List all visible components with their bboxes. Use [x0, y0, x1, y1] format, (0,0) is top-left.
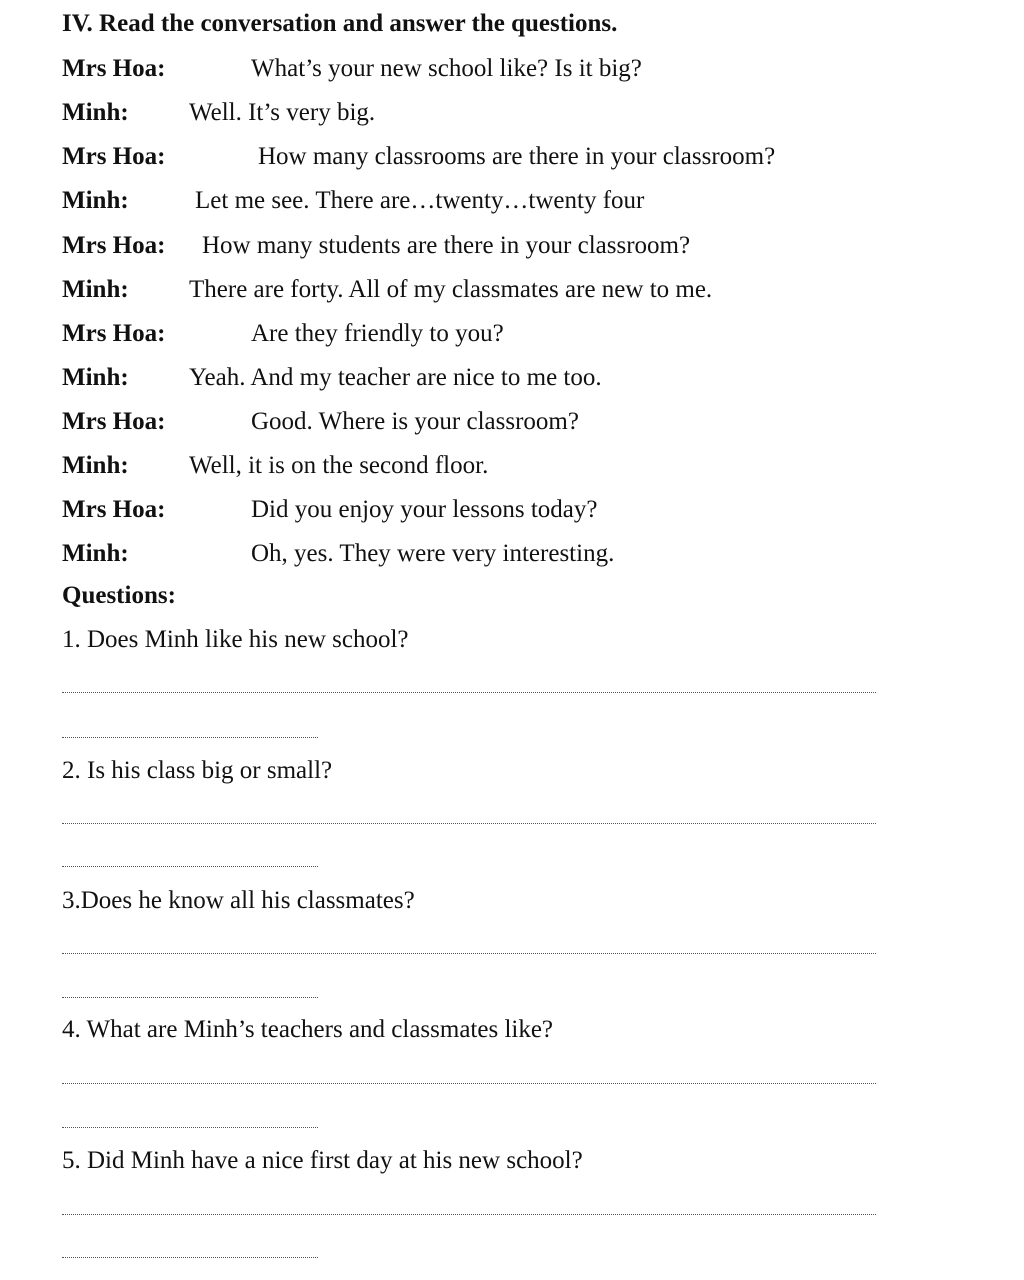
- answer-line[interactable]: [62, 692, 876, 693]
- speaker-label: Minh:: [62, 276, 129, 303]
- speaker-label: Mrs Hoa:: [62, 320, 166, 347]
- dialogue-line: [0, 540, 1024, 574]
- speaker-label: Mrs Hoa:: [62, 232, 166, 259]
- speech-text: There are forty. All of my classmates are new to me.: [189, 276, 713, 303]
- dialogue-line: [0, 187, 1024, 221]
- speech-text: Good. Where is your classroom?: [251, 408, 579, 435]
- speech-text: Did you enjoy your lessons today?: [251, 496, 598, 523]
- dialogue-line: [0, 496, 1024, 530]
- speech-text: How many classrooms are there in your classroom?: [258, 143, 776, 170]
- speech-text: Well. It’s very big.: [189, 99, 376, 126]
- speaker-label: Minh:: [62, 187, 129, 214]
- dialogue-line: [0, 143, 1024, 177]
- speaker-label: Minh:: [62, 364, 129, 391]
- speaker-label: Mrs Hoa:: [62, 496, 166, 523]
- answer-line[interactable]: [62, 823, 876, 824]
- speaker-label: Mrs Hoa:: [62, 55, 166, 82]
- speech-text: Let me see. There are…twenty…twenty four: [195, 187, 645, 214]
- question-4: 4. What are Minh’s teachers and classmates like?: [62, 1016, 554, 1043]
- speech-text: Are they friendly to you?: [251, 320, 504, 347]
- dialogue-line: [0, 99, 1024, 133]
- dialogue-line: [0, 408, 1024, 442]
- answer-line[interactable]: [62, 1257, 318, 1258]
- answer-line[interactable]: [62, 953, 876, 954]
- answer-line[interactable]: [62, 866, 318, 867]
- speaker-label: Mrs Hoa:: [62, 408, 166, 435]
- dialogue-line: [0, 320, 1024, 354]
- speech-text: Oh, yes. They were very interesting.: [251, 540, 615, 567]
- dialogue-line: [0, 232, 1024, 266]
- dialogue-line: [0, 276, 1024, 310]
- speech-text: Well, it is on the second floor.: [189, 452, 489, 479]
- answer-line[interactable]: [62, 737, 318, 738]
- speech-text: What’s your new school like? Is it big?: [251, 55, 642, 82]
- exercise-heading: IV. Read the conversation and answer the questions.: [62, 10, 618, 37]
- question-3: 3.Does he know all his classmates?: [62, 887, 415, 914]
- answer-line[interactable]: [62, 997, 318, 998]
- dialogue-line: [0, 452, 1024, 486]
- speaker-label: Minh:: [62, 540, 129, 567]
- answer-line[interactable]: [62, 1083, 876, 1084]
- speaker-label: Mrs Hoa:: [62, 143, 166, 170]
- questions-label: Questions:: [62, 582, 176, 609]
- speaker-label: Minh:: [62, 99, 129, 126]
- speaker-label: Minh:: [62, 452, 129, 479]
- answer-line[interactable]: [62, 1127, 318, 1128]
- dialogue-line: [0, 364, 1024, 398]
- dialogue-line: [0, 55, 1024, 89]
- speech-text: Yeah. And my teacher are nice to me too.: [189, 364, 602, 391]
- question-2: 2. Is his class big or small?: [62, 757, 333, 784]
- answer-line[interactable]: [62, 1214, 876, 1215]
- speech-text: How many students are there in your classroom?: [202, 232, 691, 259]
- question-1: 1. Does Minh like his new school?: [62, 626, 409, 653]
- question-5: 5. Did Minh have a nice first day at his new school?: [62, 1147, 583, 1174]
